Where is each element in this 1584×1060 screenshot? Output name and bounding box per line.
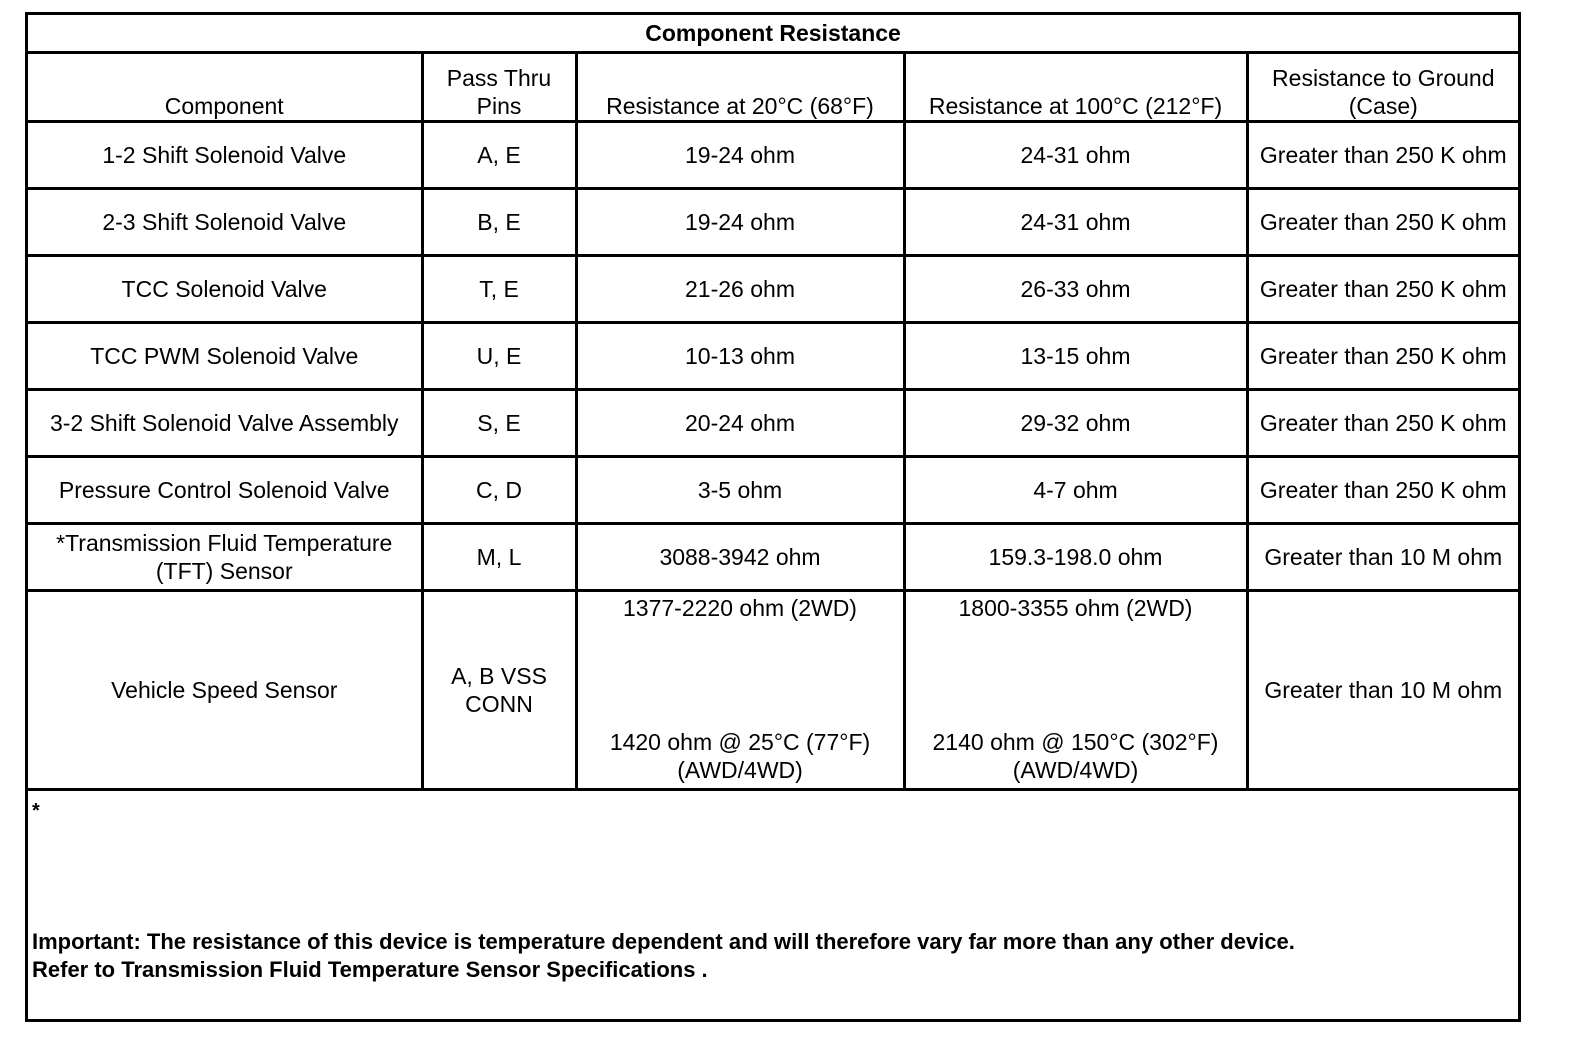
vss-r100-awd: 2140 ohm @ 150°C (302°F) (AWD/4WD) <box>932 729 1219 783</box>
cell-resistance-to-ground: Greater than 250 K ohm <box>1247 189 1518 256</box>
cell-pass-thru-pins: A, B VSS CONN <box>422 591 576 790</box>
table-row-vehicle-speed-sensor <box>28 591 1518 790</box>
cell-component: 1-2 Shift Solenoid Valve <box>28 122 422 189</box>
table-row <box>28 122 1518 189</box>
cell-pass-thru-pins: B, E <box>422 189 576 256</box>
cell-component: TCC PWM Solenoid Valve <box>28 323 422 390</box>
cell-pass-thru-pins: T, E <box>422 256 576 323</box>
cell-resistance-20c: 3088-3942 ohm <box>576 524 904 591</box>
cell-resistance-20c: 10-13 ohm <box>576 323 904 390</box>
cell-resistance-20c: 20-24 ohm <box>576 390 904 457</box>
notes-section <box>32 801 1512 1017</box>
cell-resistance-20c: 3-5 ohm <box>576 457 904 524</box>
cell-resistance-20c: 19-24 ohm <box>576 122 904 189</box>
table-title: Component Resistance <box>28 15 1518 53</box>
table-row <box>28 256 1518 323</box>
vss-r100-2wd: 1800-3355 ohm (2WD) <box>958 595 1193 621</box>
cell-resistance-to-ground: Greater than 10 M ohm <box>1247 591 1518 790</box>
cell-pass-thru-pins: A, E <box>422 122 576 189</box>
table-row <box>28 390 1518 457</box>
component-resistance-sheet <box>25 12 1521 1022</box>
component-resistance-table <box>28 15 1518 791</box>
cell-resistance-to-ground: Greater than 250 K ohm <box>1247 256 1518 323</box>
cell-resistance-100c: 4-7 ohm <box>904 457 1247 524</box>
cell-resistance-20c: 21-26 ohm <box>576 256 904 323</box>
table-header-row <box>28 53 1518 122</box>
cell-resistance-100c <box>904 591 1247 790</box>
cell-resistance-100c: 13-15 ohm <box>904 323 1247 390</box>
cell-resistance-100c: 26-33 ohm <box>904 256 1247 323</box>
cell-resistance-to-ground: Greater than 250 K ohm <box>1247 323 1518 390</box>
cell-resistance-20c <box>576 591 904 790</box>
cell-resistance-100c: 159.3-198.0 ohm <box>904 524 1247 591</box>
cell-component: *Transmission Fluid Temperature (TFT) Sensor <box>28 524 422 591</box>
cell-component: Pressure Control Solenoid Valve <box>28 457 422 524</box>
header-pass-thru-pins: Pass Thru Pins <box>422 53 576 122</box>
cell-resistance-to-ground: Greater than 10 M ohm <box>1247 524 1518 591</box>
header-resistance-to-ground: Resistance to Ground (Case) <box>1247 53 1518 122</box>
table-title-row <box>28 15 1518 53</box>
cell-component: 3-2 Shift Solenoid Valve Assembly <box>28 390 422 457</box>
table-row <box>28 524 1518 591</box>
important-note-line-1: Important: The resistance of this device is temperature dependent and will therefore vary far more than any other device. <box>32 929 1295 954</box>
important-note <box>32 928 1295 984</box>
cell-pass-thru-pins: S, E <box>422 390 576 457</box>
cell-pass-thru-pins: C, D <box>422 457 576 524</box>
table-row <box>28 457 1518 524</box>
important-note-line-2: Refer to Transmission Fluid Temperature Sensor Specifications . <box>32 957 708 982</box>
cell-resistance-100c: 24-31 ohm <box>904 189 1247 256</box>
cell-resistance-to-ground: Greater than 250 K ohm <box>1247 457 1518 524</box>
cell-component: TCC Solenoid Valve <box>28 256 422 323</box>
header-resistance-100c: Resistance at 100°C (212°F) <box>904 53 1247 122</box>
cell-pass-thru-pins: U, E <box>422 323 576 390</box>
cell-resistance-to-ground: Greater than 250 K ohm <box>1247 122 1518 189</box>
vss-r20-2wd: 1377-2220 ohm (2WD) <box>623 595 857 621</box>
cell-component: 2-3 Shift Solenoid Valve <box>28 189 422 256</box>
header-resistance-20c: Resistance at 20°C (68°F) <box>576 53 904 122</box>
cell-resistance-100c: 29-32 ohm <box>904 390 1247 457</box>
cell-resistance-to-ground: Greater than 250 K ohm <box>1247 390 1518 457</box>
vss-r20-awd: 1420 ohm @ 25°C (77°F) (AWD/4WD) <box>609 729 871 783</box>
table-row <box>28 189 1518 256</box>
table-row <box>28 323 1518 390</box>
footnote-marker: * <box>32 800 40 822</box>
cell-resistance-20c: 19-24 ohm <box>576 189 904 256</box>
header-component: Component <box>28 53 422 122</box>
cell-pass-thru-pins: M, L <box>422 524 576 591</box>
cell-resistance-100c: 24-31 ohm <box>904 122 1247 189</box>
cell-component: Vehicle Speed Sensor <box>28 591 422 790</box>
